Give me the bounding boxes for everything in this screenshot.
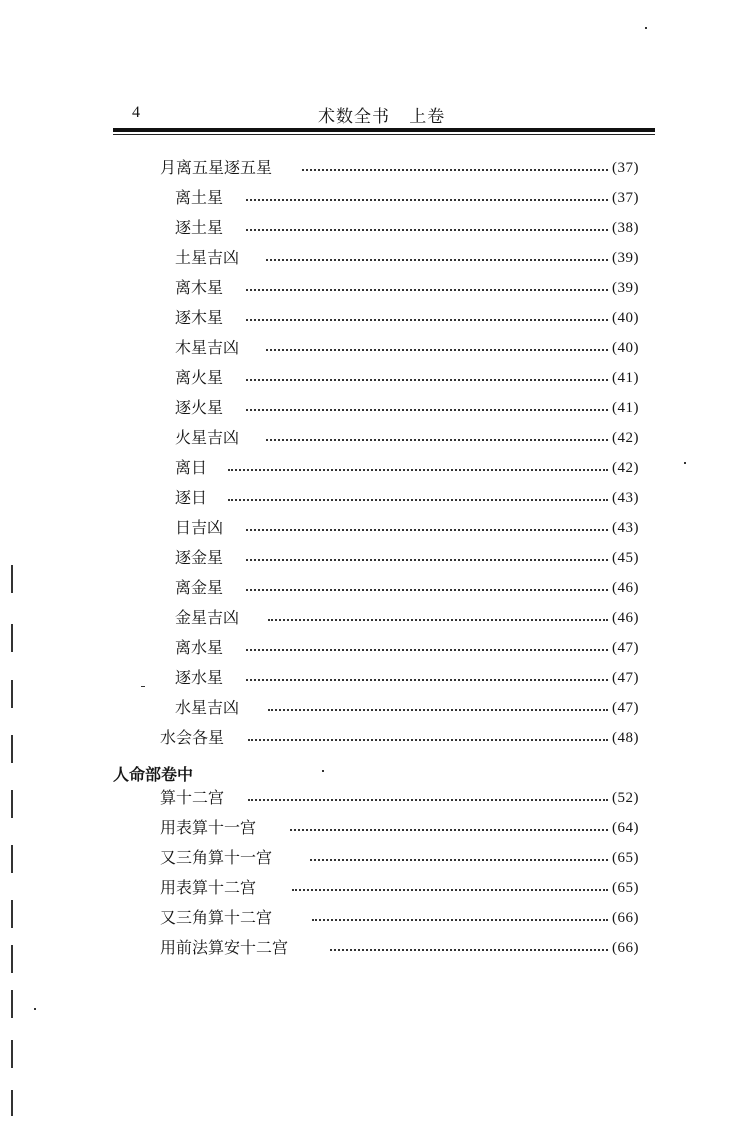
toc-entry [0,334,748,364]
toc-entry-label: 离水星 [175,638,224,657]
toc-entry [0,274,748,304]
scan-artifact-line [11,680,13,708]
toc-entry-label: 逐水星 [175,668,224,687]
toc-entry-label: 逐土星 [175,218,224,237]
scan-artifact-line [11,1040,13,1068]
toc-entry [0,904,748,934]
toc-entry [0,154,748,184]
toc-leader-dots [246,559,608,561]
toc-entry [0,814,748,844]
toc-entry-page: (38) [612,220,639,236]
toc-entry [0,874,748,904]
scan-artifact-line [11,900,13,928]
toc-leader-dots [302,169,608,171]
toc-entry [0,844,748,874]
toc-entry [0,574,748,604]
toc-leader-dots [268,619,608,621]
toc-leader-dots [246,199,608,201]
scan-artifact-line [11,945,13,973]
toc-leader-dots [246,409,608,411]
page-header [113,102,655,126]
toc-entry [0,604,748,634]
scan-artifact-line [11,790,13,818]
toc-entry-label: 离日 [175,458,208,477]
section-heading: 人命部卷中 [113,765,194,784]
scan-artifact-line [11,990,13,1018]
scan-artifact-dot [684,462,686,464]
toc-entry [0,694,748,724]
toc-entry-page: (39) [612,280,639,296]
toc-entry [0,544,748,574]
toc-leader-dots [292,889,608,891]
toc-entry-label: 月离五星逐五星 [160,158,273,177]
toc-entry-label: 土星吉凶 [175,248,240,267]
toc-entry-label: 逐木星 [175,308,224,327]
toc-entry [0,244,748,274]
toc-leader-dots [268,709,608,711]
toc-leader-dots [246,319,608,321]
toc-entry-label: 离木星 [175,278,224,297]
toc-leader-dots [266,439,608,441]
toc-leader-dots [290,829,608,831]
toc-entry-label: 水星吉凶 [175,698,240,717]
toc-entry-label: 逐火星 [175,398,224,417]
toc-entry-page: (39) [612,250,639,266]
toc-entry-label: 又三角算十二宫 [160,908,273,927]
header-rule-thin [113,134,655,135]
toc-leader-dots [312,919,608,921]
toc-leader-dots [228,499,608,501]
toc-entry-page: (40) [612,310,639,326]
toc-entry-label: 用表算十一宫 [160,818,257,837]
toc-entry [0,784,748,814]
toc-entry-label: 用表算十二宫 [160,878,257,897]
toc-entry-page: (48) [612,730,639,746]
toc-entry-page: (43) [612,520,639,536]
toc-entry-page: (64) [612,820,639,836]
toc-entry-page: (37) [612,160,639,176]
toc-leader-dots [266,259,608,261]
toc-entry [0,304,748,334]
scan-artifact-line [11,1090,13,1116]
toc-entry-page: (43) [612,490,639,506]
toc-entry-page: (52) [612,790,639,806]
scan-artifact-line [11,624,13,652]
toc-leader-dots [330,949,608,951]
scan-artifact-line [11,565,13,593]
toc-entry-label: 又三角算十一宫 [160,848,273,867]
toc-entry-page: (41) [612,370,639,386]
toc-entry-label: 算十二宫 [160,788,225,807]
toc-leader-dots [246,589,608,591]
scan-artifact-dot [645,27,647,29]
toc-entry-page: (47) [612,640,639,656]
scan-artifact-line [11,845,13,873]
toc-entry-label: 水会各星 [160,728,225,747]
toc-entry-label: 日吉凶 [175,518,224,537]
toc-entry-page: (42) [612,430,639,446]
toc-entry [0,934,748,964]
toc-leader-dots [246,229,608,231]
scan-artifact-dot [322,770,324,772]
toc-entry [0,184,748,214]
toc-leader-dots [246,649,608,651]
toc-entry [0,454,748,484]
page-number: 4 [132,104,140,121]
toc-entry [0,724,748,754]
toc-entry [0,424,748,454]
toc-entry-label: 木星吉凶 [175,338,240,357]
toc-entry-page: (40) [612,340,639,356]
toc-entry [0,514,748,544]
toc-entry-label: 用前法算安十二宫 [160,938,289,957]
toc-leader-dots [248,799,608,801]
toc-leader-dots [266,349,608,351]
toc-entry [0,214,748,244]
toc-entry-label: 离火星 [175,368,224,387]
toc-entry-page: (46) [612,580,639,596]
toc-leader-dots [310,859,608,861]
toc-entry-page: (65) [612,850,639,866]
toc-entry-page: (47) [612,670,639,686]
toc-leader-dots [246,529,608,531]
toc-leader-dots [248,739,608,741]
scan-artifact-line [11,735,13,763]
toc-entry-page: (41) [612,400,639,416]
toc-entry [0,484,748,514]
toc-leader-dots [246,679,608,681]
toc-leader-dots [228,469,608,471]
toc-entry-page: (65) [612,880,639,896]
toc-entry-page: (66) [612,940,639,956]
toc-entry-label: 逐日 [175,488,208,507]
toc-entry-page: (45) [612,550,639,566]
toc-leader-dots [246,289,608,291]
running-title: 术数全书 上卷 [318,107,446,127]
scan-artifact-dot [34,1008,36,1010]
toc-entry-page: (42) [612,460,639,476]
toc-entry-page: (47) [612,700,639,716]
scan-artifact-dot [141,686,145,687]
toc-entry-page: (66) [612,910,639,926]
toc-entry-label: 金星吉凶 [175,608,240,627]
toc-entry-page: (37) [612,190,639,206]
toc-entry [0,664,748,694]
toc-entry-label: 离金星 [175,578,224,597]
toc-entry-page: (46) [612,610,639,626]
toc-entry-label: 离土星 [175,188,224,207]
toc-entry [0,394,748,424]
toc-entry-label: 火星吉凶 [175,428,240,447]
header-rule-thick [113,128,655,132]
toc-entry [0,634,748,664]
toc-leader-dots [246,379,608,381]
toc-entry-label: 逐金星 [175,548,224,567]
toc-entry [0,364,748,394]
